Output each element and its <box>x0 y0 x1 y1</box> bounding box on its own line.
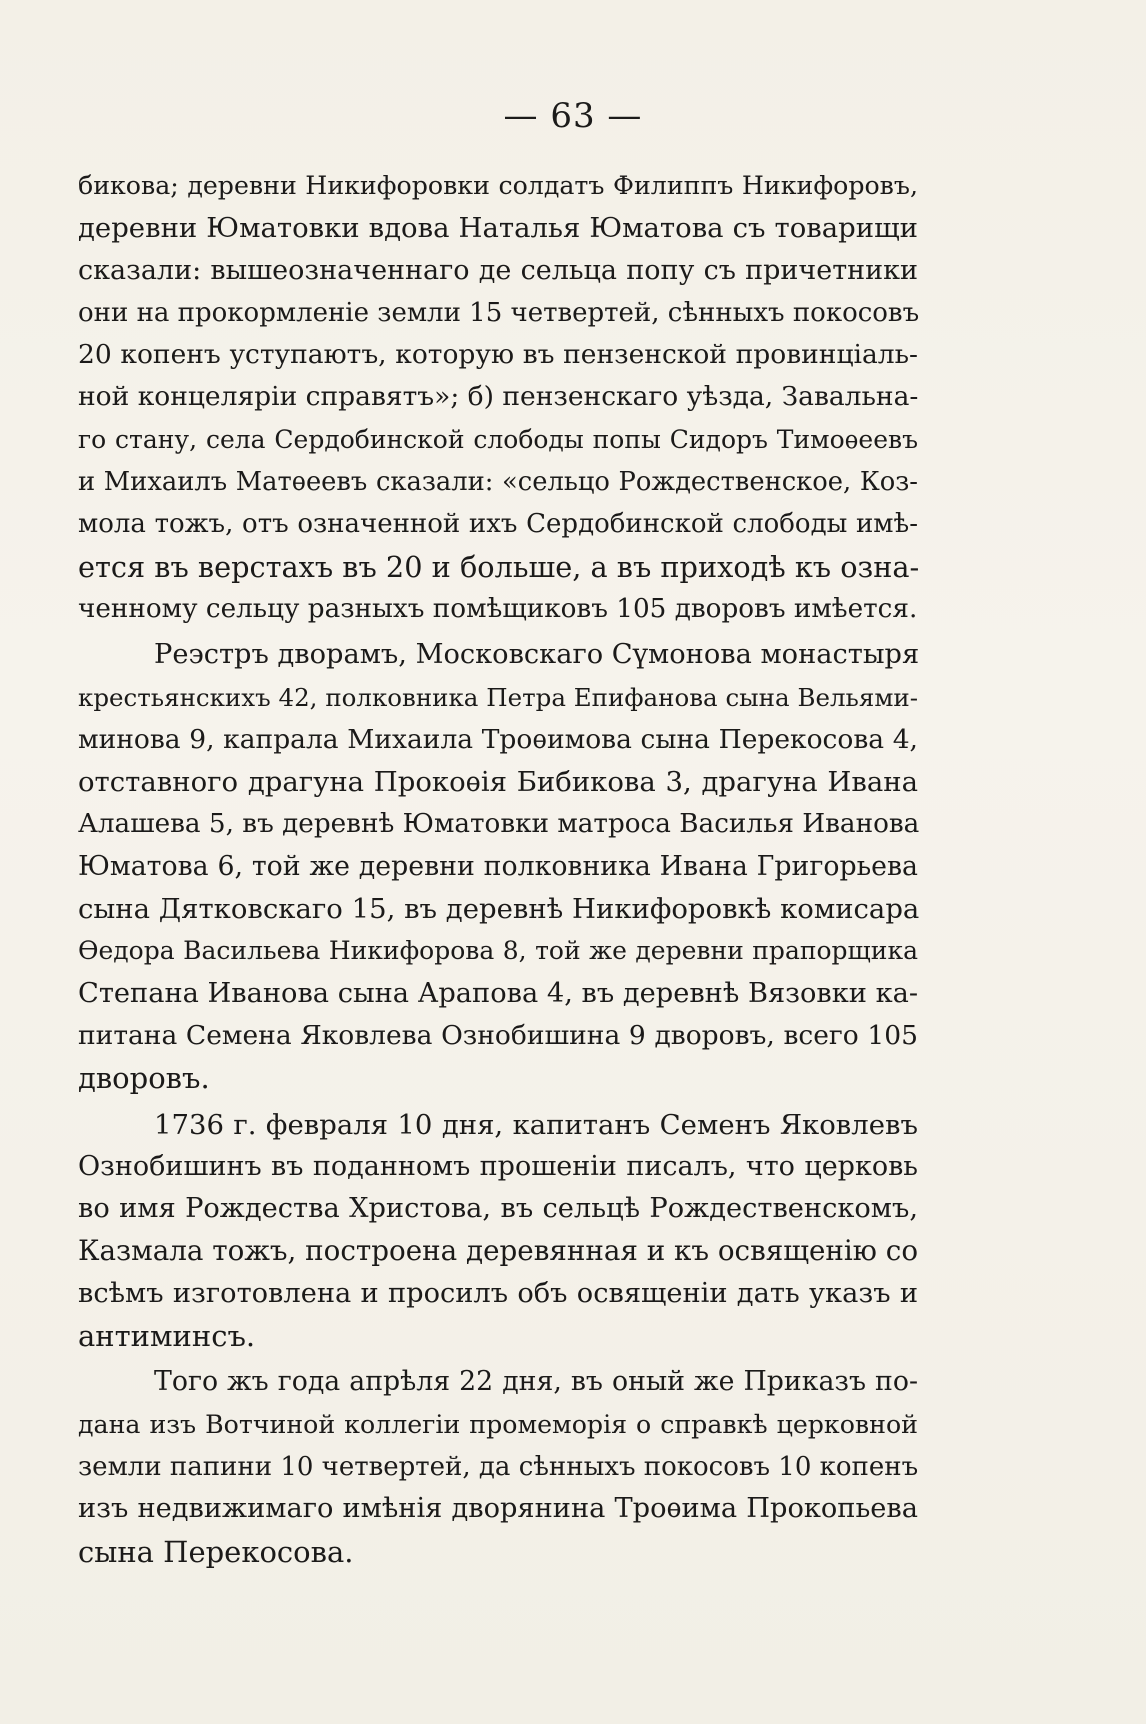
text-line: Алашева 5, въ деревнѣ Юматовки матроса Василья Иванова <box>78 809 920 840</box>
text-line: мола тожъ, отъ означенной ихъ Сердобинской слободы имѣ- <box>78 509 918 540</box>
text-line: во имя Рождества Христова, въ сельцѣ Рождественскомъ, <box>78 1193 918 1225</box>
text-line: Того жъ года апрѣля 22 дня, въ оный же Приказъ по- <box>154 1366 918 1398</box>
text-line: дана изъ Вотчиной коллегіи промеморія о справкѣ церковной <box>78 1409 918 1439</box>
text-line: 1736 г. февраля 10 дня, капитанъ Семенъ Яковлевъ <box>154 1108 918 1141</box>
paragraph-2 <box>78 634 918 1099</box>
text-line: Ознобишинъ въ поданномъ прошеніи писалъ, что церковь <box>78 1150 918 1182</box>
body-text <box>78 165 918 1577</box>
text-line: изъ недвижимаго имѣнія дворянина Троѳима Прокопьева <box>78 1493 918 1525</box>
text-line: отставного драгуна Прокоѳія Бибикова 3, драгуна Ивана <box>78 766 918 799</box>
text-line: питана Семена Яковлева Ознобишина 9 дворовъ, всего 105 <box>78 1019 918 1051</box>
text-line: бикова; деревни Никифоровки солдатъ Филиппъ Никифоровъ, <box>78 171 918 200</box>
page-number: — 63 — <box>503 96 643 136</box>
text-line: го стану, села Сердобинской слободы попы Сидоръ Тимоѳеевъ <box>78 424 918 454</box>
text-line: 20 копенъ уступаютъ, которую въ пензенской провинціаль- <box>78 339 918 371</box>
text-line: ченному сельцу разныхъ помѣщиковъ 105 дворовъ имѣется. <box>78 593 918 624</box>
paragraph-1 <box>78 165 918 630</box>
text-line: сказали: вышеозначеннаго де сельца попу съ причетники <box>78 254 918 286</box>
text-line: сына Перекосова. <box>78 1534 354 1569</box>
text-line: минова 9, капрала Михаила Троѳимова сына Перекосова 4, <box>78 723 918 755</box>
text-line: всѣмъ изготовлена и просилъ объ освященіи дать указъ и <box>78 1277 918 1309</box>
text-line: Казмала тожъ, построена деревянная и къ освященію со <box>78 1234 919 1268</box>
text-line: Юматова 6, той же деревни полковника Ивана Григорьева <box>78 850 918 882</box>
text-line: Реэстръ дворамъ, Московскаго Сүмонова монастыря <box>154 639 920 671</box>
text-line: земли папини 10 четвертей, да сѣнныхъ покосовъ 10 копенъ <box>78 1451 919 1482</box>
paragraph-3 <box>78 1104 918 1358</box>
text-line: они на прокормленіе земли 15 четвертей, сѣнныхъ покосовъ <box>78 297 920 328</box>
text-line: дворовъ. <box>78 1061 210 1096</box>
text-line: ется въ верстахъ въ 20 и больше, а въ приходѣ къ озна- <box>78 549 920 584</box>
text-line: деревни Юматовки вдова Наталья Юматова съ товарищи <box>78 212 918 245</box>
text-line: ной концеляріи справятъ»; б) пензенскаго уѣзда, Завальна- <box>78 381 919 413</box>
text-line: Степана Иванова сына Арапова 4, въ деревнѣ Вязовки ка- <box>78 977 919 1009</box>
text-line: сына Дятковскаго 15, въ деревнѣ Никифоровкѣ комисара <box>78 893 920 926</box>
text-line: крестьянскихъ 42, полковника Петра Епифанова сына Вельями- <box>78 682 918 712</box>
text-line: и Михаилъ Матѳеевъ сказали: «сельцо Рождественское, Коз- <box>78 467 918 498</box>
text-line: антиминсъ. <box>78 1319 256 1354</box>
text-line: Ѳедора Васильева Никифорова 8, той же деревни прапорщика <box>78 936 918 966</box>
paragraph-4 <box>78 1361 918 1572</box>
